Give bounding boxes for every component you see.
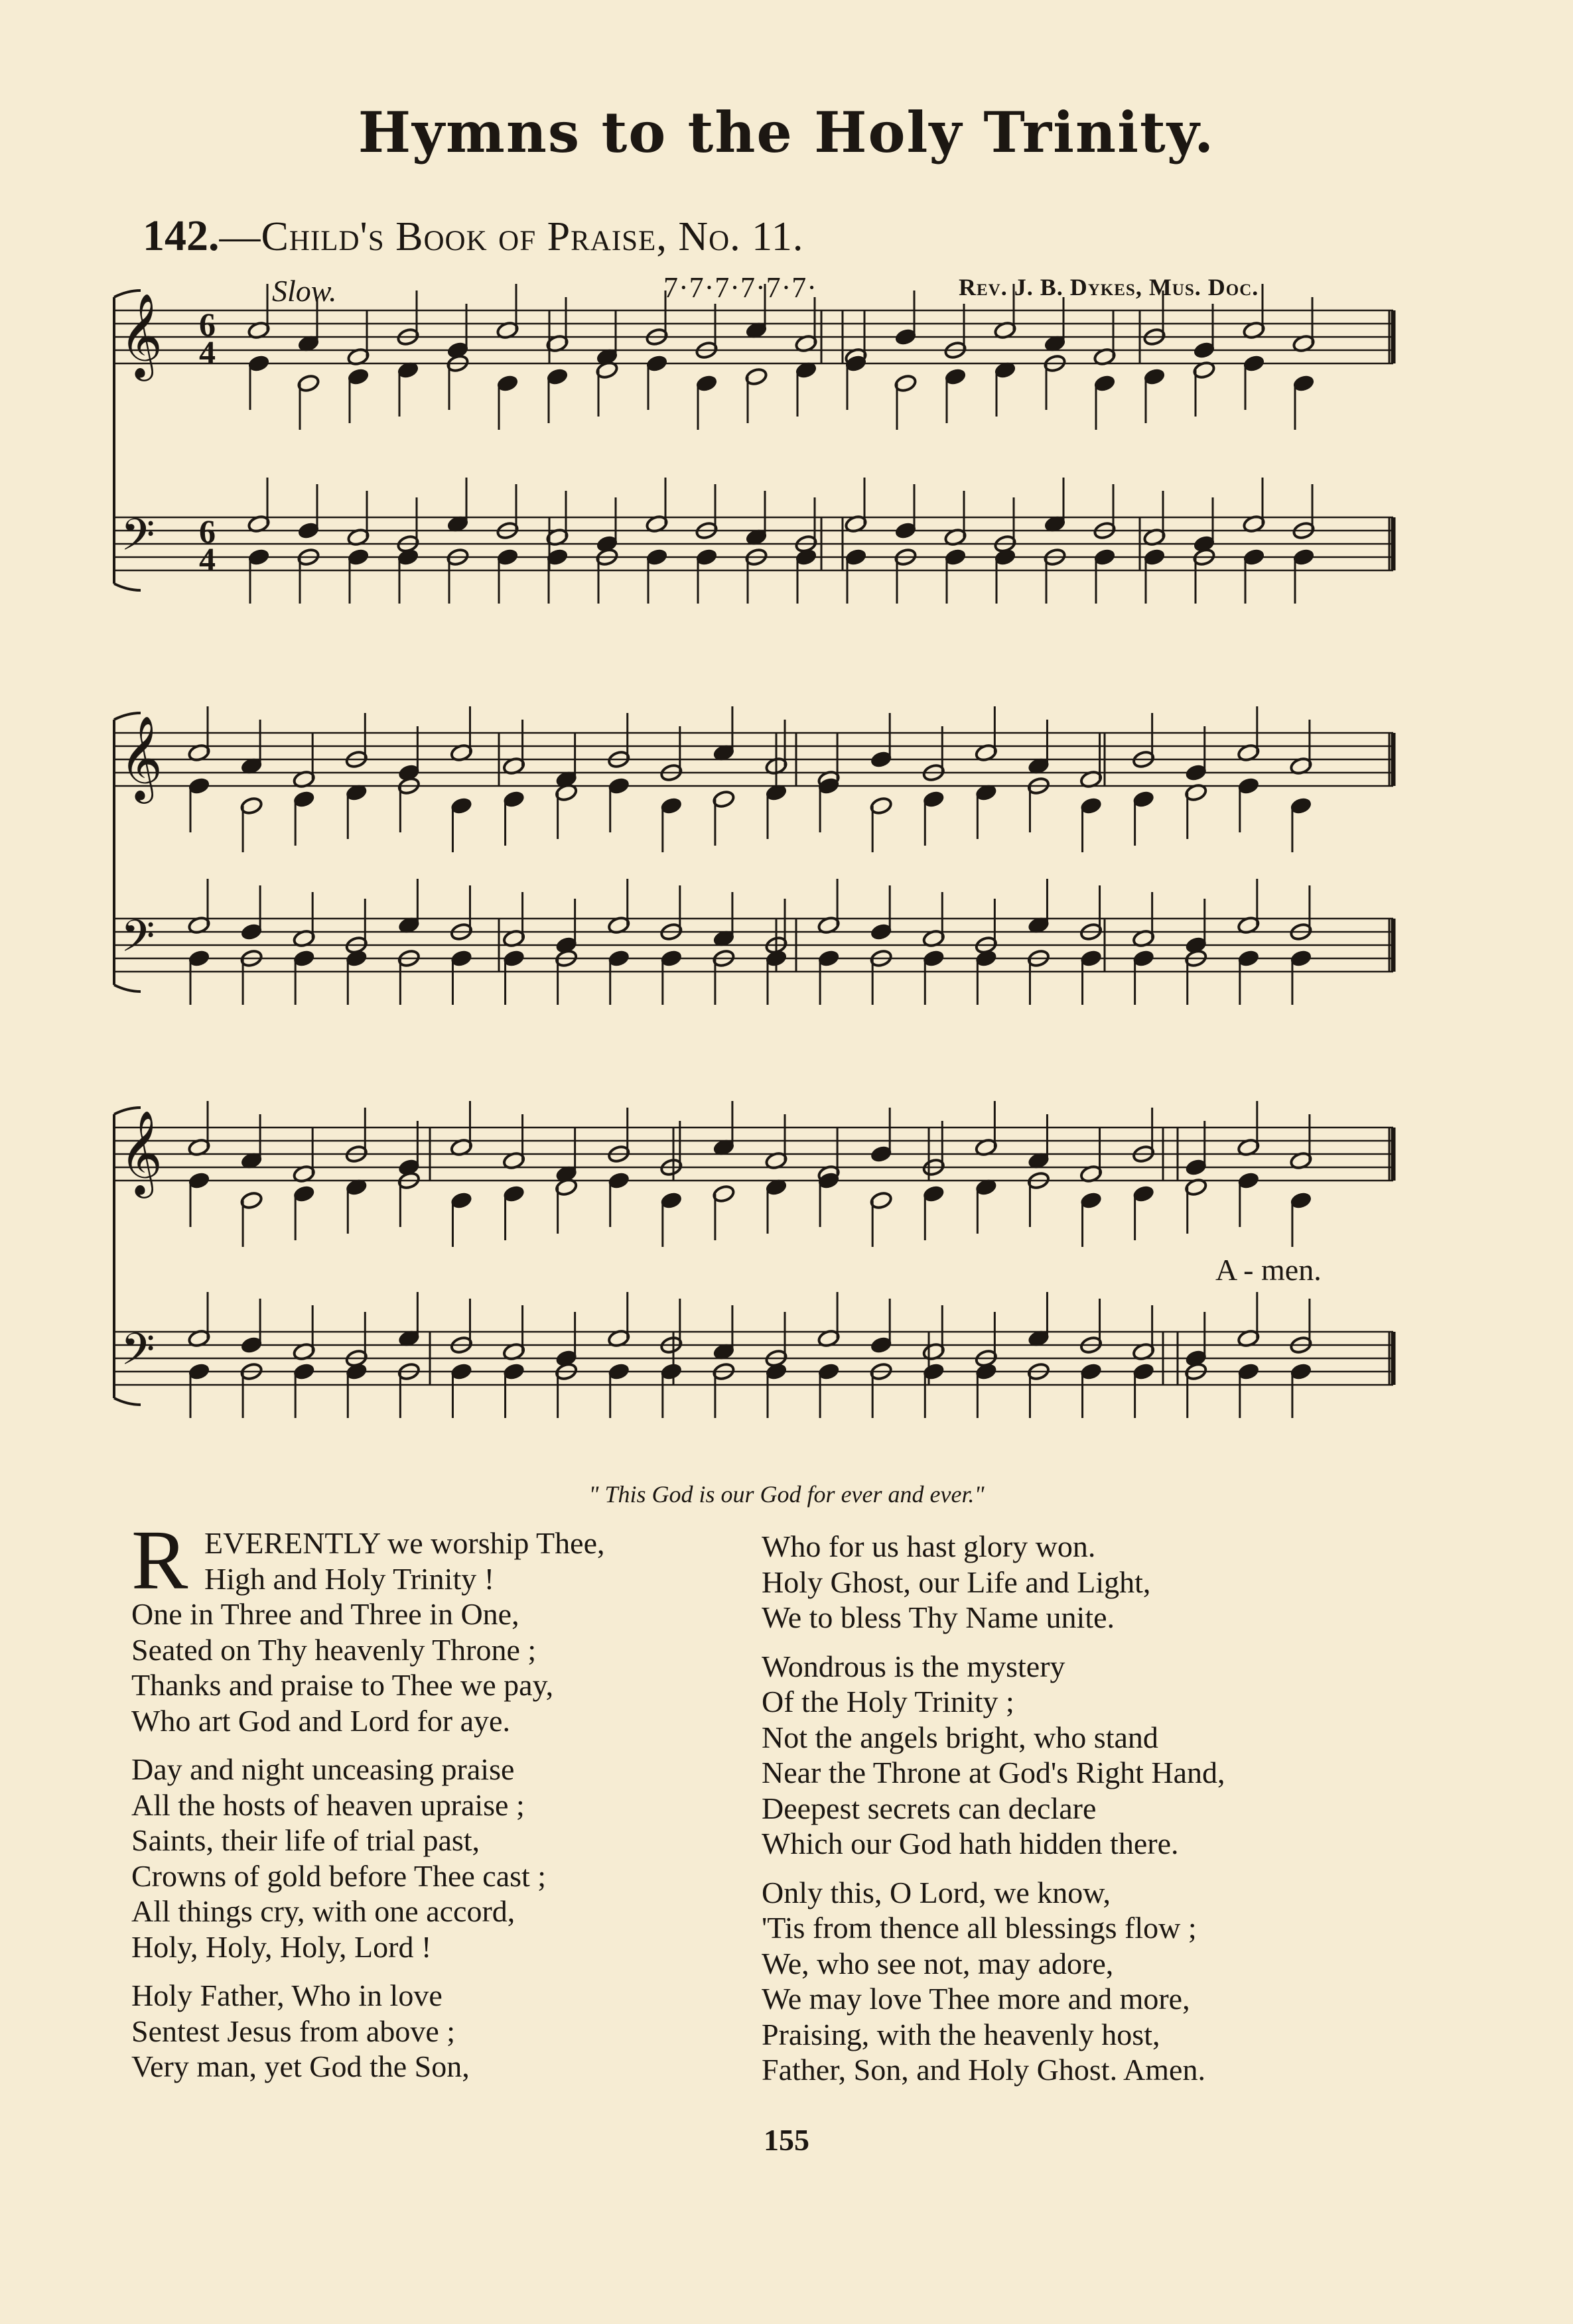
verse-line: Very man, yet God the Son,	[131, 2049, 470, 2083]
time-signature-bottom: 4	[199, 334, 216, 371]
brace-hook	[114, 985, 141, 992]
verse-line: Deepest secrets can declare	[762, 1791, 1097, 1825]
hymn-tune-name: —Child's Book of Praise, No. 11.	[219, 214, 804, 259]
verse-line: Day and night unceasing praise	[131, 1752, 515, 1786]
time-signature-top: 6	[199, 513, 216, 550]
verse-line: Praising, with the heavenly host,	[762, 2017, 1160, 2051]
brace-hook	[114, 1398, 141, 1405]
verses-left-column	[131, 1525, 604, 2098]
treble-clef: 𝄞	[119, 715, 163, 800]
verse-line: Thanks and praise to Thee we pay,	[131, 1668, 554, 1702]
score-caption: " This God is our God for ever and ever."	[588, 1481, 985, 1508]
verse-line: Holy, Holy, Holy, Lord !	[131, 1929, 432, 1964]
bass-clef: 𝄢	[121, 911, 155, 972]
verse-line: All things cry, with one accord,	[131, 1894, 515, 1928]
verse-line: High and Holy Trinity !	[204, 1561, 495, 1596]
right-stanza	[762, 1649, 1225, 1862]
left-stanza	[131, 1525, 604, 1738]
page-number: 155	[764, 2123, 809, 2157]
bass-clef: 𝄢	[121, 1324, 155, 1386]
verse-line: Which our God hath hidden there.	[762, 1827, 1179, 1860]
meter-marking: 7·7·7·7·7·7·	[663, 271, 817, 304]
verse-line: All the hosts of heaven upraise ;	[131, 1787, 525, 1822]
verse-line: Saints, their life of trial past,	[131, 1823, 480, 1857]
verse-line: Near the Throne at God's Right Hand,	[762, 1756, 1225, 1789]
verse-line: Sentest Jesus from above ;	[131, 2014, 456, 2048]
amen-lyric: A - men.	[1215, 1253, 1322, 1287]
time-signature-top: 6	[199, 306, 216, 343]
verse-line: One in Three and Three in One,	[131, 1597, 519, 1631]
time-signature-bottom: 4	[199, 541, 216, 578]
right-stanza	[762, 1529, 1225, 1636]
verse-line: Holy Ghost, our Life and Light,	[762, 1565, 1151, 1599]
verse-line: Seated on Thy heavenly Throne ;	[131, 1632, 537, 1667]
verse-line: We to bless Thy Name unite.	[762, 1600, 1115, 1634]
tempo-marking: Slow.	[272, 274, 337, 308]
treble-clef: 𝄞	[119, 1110, 163, 1194]
verse-line: Not the angels bright, who stand	[762, 1720, 1158, 1754]
verse-line: Who for us hast glory won.	[762, 1529, 1096, 1563]
hymn-number: 142.	[143, 212, 220, 260]
verse-line: Only this, O Lord, we know,	[762, 1875, 1111, 1909]
verse-line: Father, Son, and Holy Ghost. Amen.	[762, 2053, 1205, 2087]
composer-credit: Rev. J. B. Dykes, Mus. Doc.	[959, 274, 1259, 300]
verse-line: EVERENTLY we worship Thee,	[204, 1526, 605, 1560]
bass-clef: 𝄢	[121, 509, 155, 571]
verse-line: 'Tis from thence all blessings flow ;	[762, 1911, 1197, 1945]
left-stanza	[131, 1978, 604, 2085]
verse-line: Wondrous is the mystery	[762, 1649, 1065, 1683]
verse-line: We, who see not, may adore,	[762, 1946, 1114, 1980]
left-stanza	[131, 1752, 604, 1965]
verses-right-column	[762, 1529, 1225, 2101]
verse-line: Of the Holy Trinity ;	[762, 1685, 1014, 1718]
brace-hook	[114, 584, 141, 590]
verse-line: Who art God and Lord for aye.	[131, 1703, 510, 1738]
verse-line: Crowns of gold before Thee cast ;	[131, 1858, 547, 1893]
verse-line: Holy Father, Who in love	[131, 1978, 443, 2012]
page-header-title: Hymns to the Holy Trinity.	[358, 99, 1215, 165]
drop-cap: R	[131, 1513, 188, 1607]
verse-line: We may love Thee more and more,	[762, 1982, 1190, 2016]
treble-clef: 𝄞	[119, 292, 163, 377]
right-stanza	[762, 1875, 1225, 2088]
